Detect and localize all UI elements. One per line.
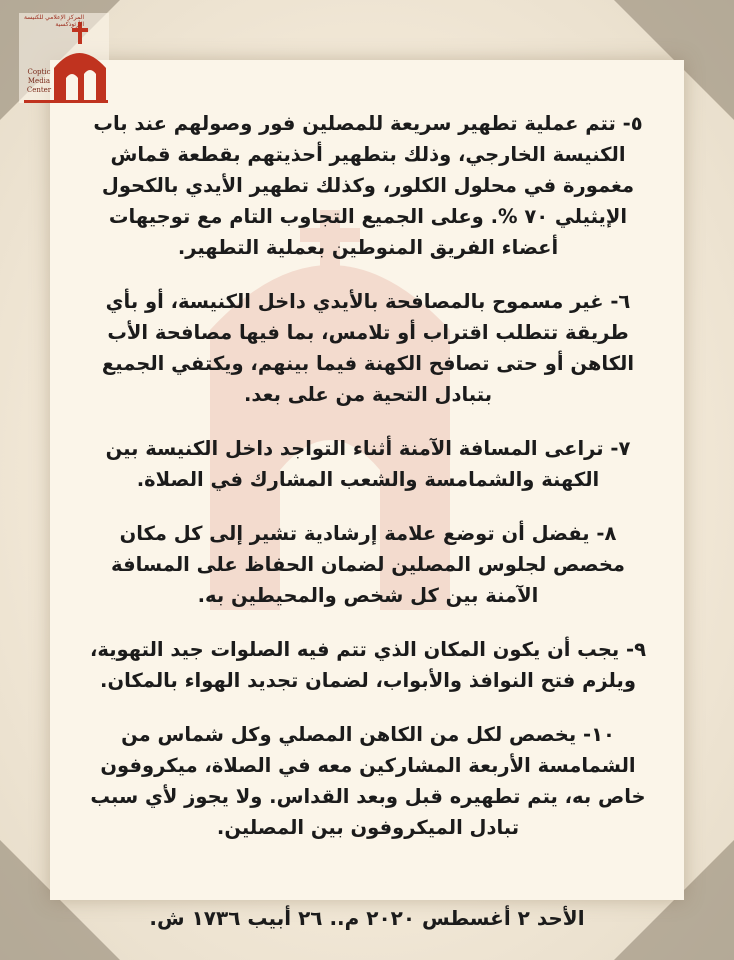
guideline-item-9: ٩- يجب أن يكون المكان الذي تتم فيه الصلوات جيد التهوية، ويلزم فتح النوافذ والأبواب، لضمان تجديد الهواء بالمكان. xyxy=(89,638,646,692)
logo-arabic-name: المركز الإعلامي للكنيسة الأرثوذكسية xyxy=(23,14,84,28)
logo-line-2: Media xyxy=(27,77,51,85)
guideline-item-10: ١٠- يخصص لكل من الكاهن المصلي وكل شماس من الشمامسة الأربعة المشاركين معه في الصلاة، ميكروفون خاص به، يتم تطهيره قبل وبعد القداس. ولا يجوز لأي سبب تبادل الميكروفون بين المصلين. xyxy=(90,723,646,839)
guideline-item-7: ٧- تراعى المسافة الآمنة أثناء التواجد داخل الكنيسة بين الكهنة والشمامسة والشعب المشارك في الصلاة. xyxy=(105,437,631,491)
document-date: الأحد ٢ أغسطس ٢٠٢٠ م.. ٢٦ أبيب ١٧٣٦ ش. xyxy=(149,906,585,930)
guideline-item-8: ٨- يفضل أن توضع علامة إرشادية تشير إلى كل مكان مخصص لجلوس المصلين لضمان الحفاظ على المسافة الآمنة بين كل شخص والمحيطين به. xyxy=(111,522,625,607)
guideline-item-5: ٥- تتم عملية تطهير سريعة للمصلين فور وصولهم عند باب الكنيسة الخارجي، وذلك بتطهير أحذيتهم بقطعة قماش مغمورة في محلول الكلور، وكذلك تطهير الأيدي بالكحول الإيثيلي ٧٠ %. وعلى الجميع التجاوب التام مع توجيهات أعضاء الفريق المنوطين بعملية التطهير. xyxy=(93,112,643,259)
logo-english-name xyxy=(24,68,54,95)
guidelines-list xyxy=(82,108,654,866)
logo-line-3: Center xyxy=(26,86,52,94)
guideline-item-6: ٦- غير مسموح بالمصافحة بالأيدي داخل الكنيسة، أو بأي طريقة تتطلب اقتراب أو تلامس، بما فيها مصافحة الأب الكاهن أو حتى تصافح الكهنة فيما بينهم، ويكتفي الجميع بتبادل التحية من على بعد. xyxy=(101,290,635,406)
logo-line-1: Coptic xyxy=(27,68,51,76)
